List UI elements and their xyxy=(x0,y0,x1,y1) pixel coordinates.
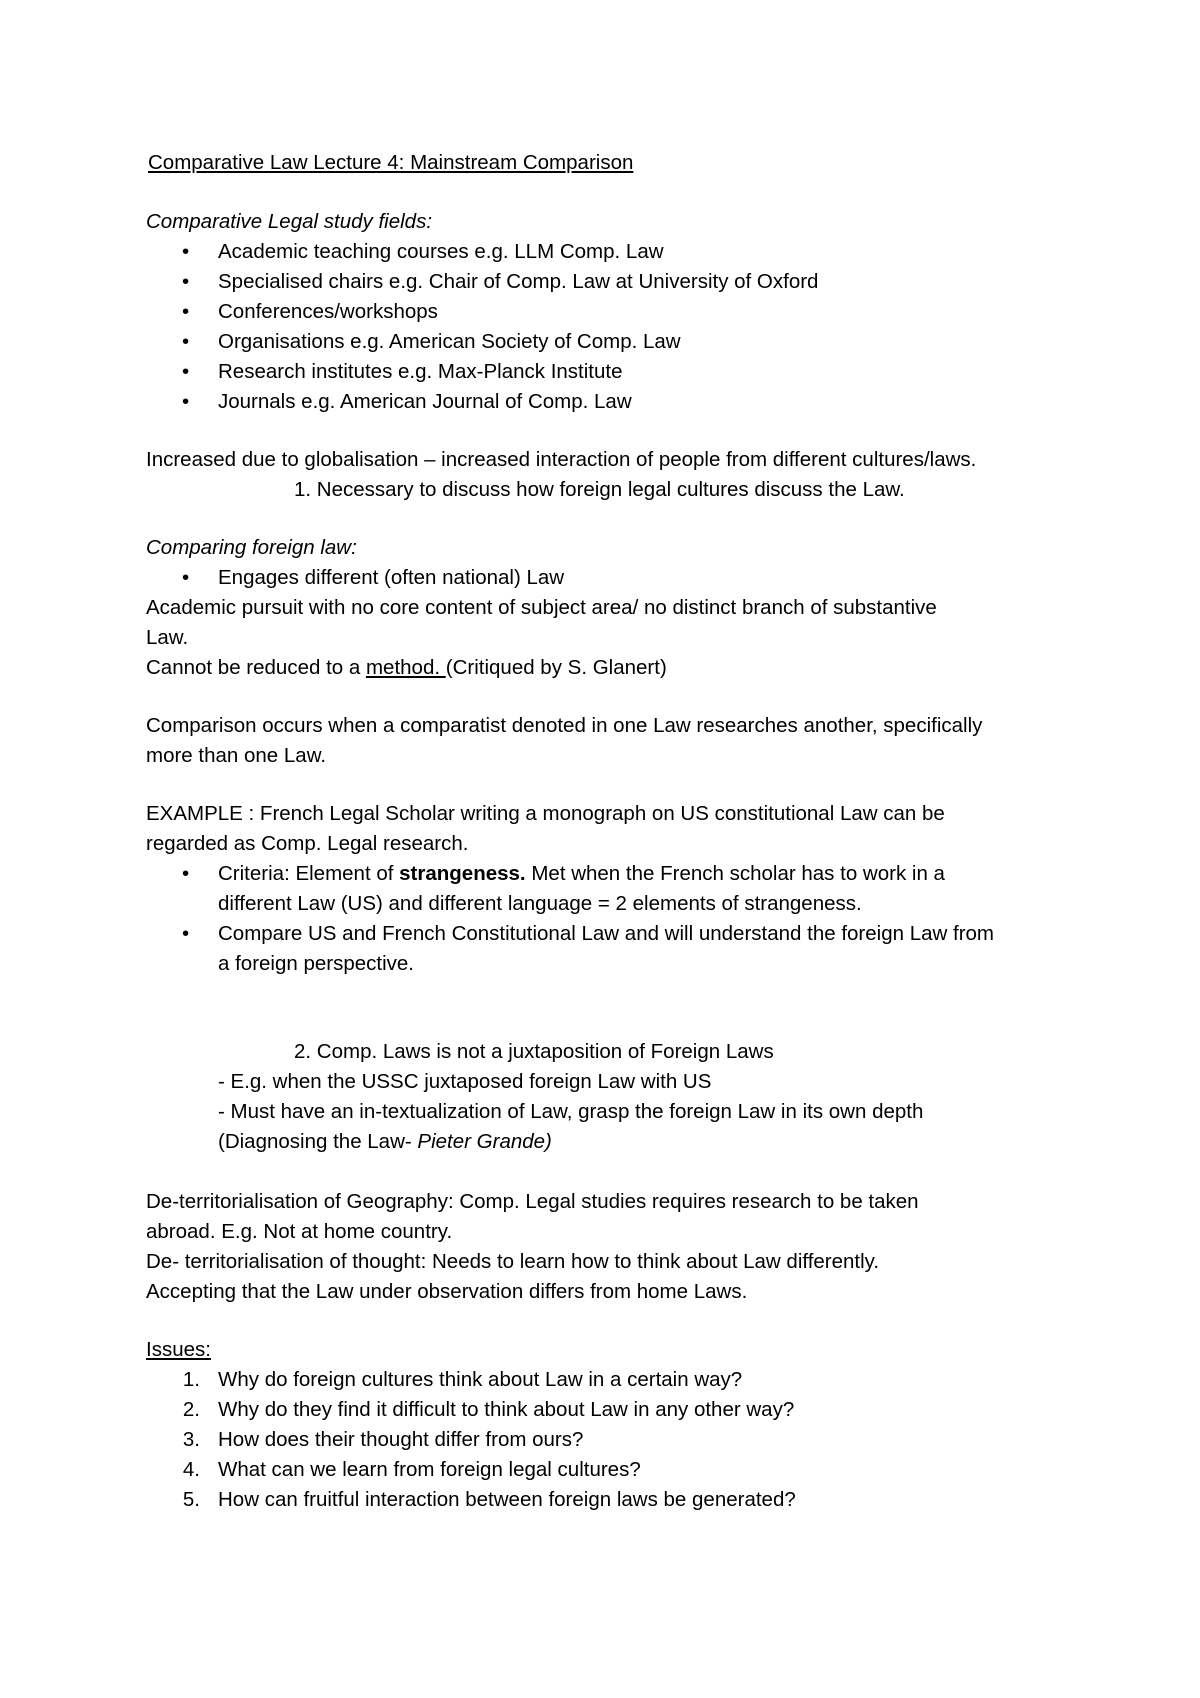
criteria-line-2: different Law (US) and different language = 2 elements of strangeness. xyxy=(218,892,862,915)
eg-ussc-line: - E.g. when the USSC juxtaposed foreign Law with US xyxy=(218,1070,712,1093)
academic-line-2: Law. xyxy=(146,626,189,649)
compare-line-1: Compare US and French Constitutional Law and will understand the foreign Law from xyxy=(218,922,994,945)
academic-line-1: Academic pursuit with no core content of subject area/ no distinct branch of substantive xyxy=(146,596,937,619)
fields-heading: Comparative Legal study fields: xyxy=(146,210,433,233)
method-link: method. xyxy=(365,656,446,679)
issue-number: 5. xyxy=(182,1488,200,1511)
issue-number: 3. xyxy=(182,1428,200,1451)
bullet-icon: • xyxy=(182,862,190,885)
deterr-thought-line: De- territorialisation of thought: Needs to learn how to think about Law differently. xyxy=(146,1250,880,1273)
bullet-icon: • xyxy=(182,300,190,323)
issue-item: Why do foreign cultures think about Law in a certain way? xyxy=(218,1368,743,1391)
cannot-pre: Cannot be reduced to a xyxy=(146,656,366,679)
bullet-icon: • xyxy=(182,240,190,263)
issue-item: How can fruitful interaction between foreign laws be generated? xyxy=(218,1488,796,1511)
issue-item: What can we learn from foreign legal cultures? xyxy=(218,1458,641,1481)
bullet-icon: • xyxy=(182,566,190,589)
list-item: Academic teaching courses e.g. LLM Comp. Law xyxy=(218,240,664,263)
criteria-pre: Criteria: Element of xyxy=(218,862,400,885)
example-line-1: EXAMPLE : French Legal Scholar writing a monograph on US constitutional Law can be xyxy=(146,802,945,825)
page-title: Comparative Law Lecture 4: Mainstream Comparison xyxy=(148,151,634,174)
issue-number: 4. xyxy=(182,1458,200,1481)
must-have-line: - Must have an in-textualization of Law, grasp the foreign Law in its own depth xyxy=(218,1100,924,1123)
criteria-line-1 xyxy=(218,859,945,889)
issue-item: Why do they find it difficult to think about Law in any other way? xyxy=(218,1398,795,1421)
bullet-icon: • xyxy=(182,922,190,945)
diagnosing-line xyxy=(218,1127,552,1157)
bullet-icon: • xyxy=(182,390,190,413)
example-line-2: regarded as Comp. Legal research. xyxy=(146,832,469,855)
criteria-post: Met when the French scholar has to work in a xyxy=(525,862,945,885)
list-item: Specialised chairs e.g. Chair of Comp. Law at University of Oxford xyxy=(218,270,819,293)
issue-number: 2. xyxy=(182,1398,200,1421)
criteria-bold: strangeness. xyxy=(399,862,526,885)
list-item: Engages different (often national) Law xyxy=(218,566,565,589)
list-item: Research institutes e.g. Max-Planck Institute xyxy=(218,360,623,383)
bullet-icon: • xyxy=(182,330,190,353)
list-item: Journals e.g. American Journal of Comp. Law xyxy=(218,390,632,413)
cannot-post: (Critiqued by S. Glanert) xyxy=(445,656,667,679)
globalisation-paragraph: Increased due to globalisation – increased interaction of people from different cultures/laws. xyxy=(146,448,977,471)
point-2: 2. Comp. Laws is not a juxtaposition of Foreign Laws xyxy=(294,1040,774,1063)
list-item: Organisations e.g. American Society of Comp. Law xyxy=(218,330,681,353)
deterr-geo-line-2: abroad. E.g. Not at home country. xyxy=(146,1220,453,1243)
diagnosing-pre: (Diagnosing the Law- xyxy=(218,1130,418,1153)
bullet-icon: • xyxy=(182,360,190,383)
accepting-line: Accepting that the Law under observation differs from home Laws. xyxy=(146,1280,748,1303)
issue-item: How does their thought differ from ours? xyxy=(218,1428,584,1451)
cannot-reduced-line xyxy=(146,653,667,683)
comparison-line-1: Comparison occurs when a comparatist denoted in one Law researches another, specifically xyxy=(146,714,983,737)
diagnosing-italic: Pieter Grande) xyxy=(417,1130,552,1153)
point-1: 1. Necessary to discuss how foreign legal cultures discuss the Law. xyxy=(294,478,905,501)
list-item: Conferences/workshops xyxy=(218,300,438,323)
bullet-icon: • xyxy=(182,270,190,293)
comparing-heading: Comparing foreign law: xyxy=(146,536,357,559)
deterr-geo-line-1: De-territorialisation of Geography: Comp. Legal studies requires research to be taken xyxy=(146,1190,919,1213)
issues-heading: Issues: xyxy=(146,1338,211,1361)
compare-line-2: a foreign perspective. xyxy=(218,952,415,975)
comparison-line-2: more than one Law. xyxy=(146,744,327,767)
issue-number: 1. xyxy=(182,1368,200,1391)
